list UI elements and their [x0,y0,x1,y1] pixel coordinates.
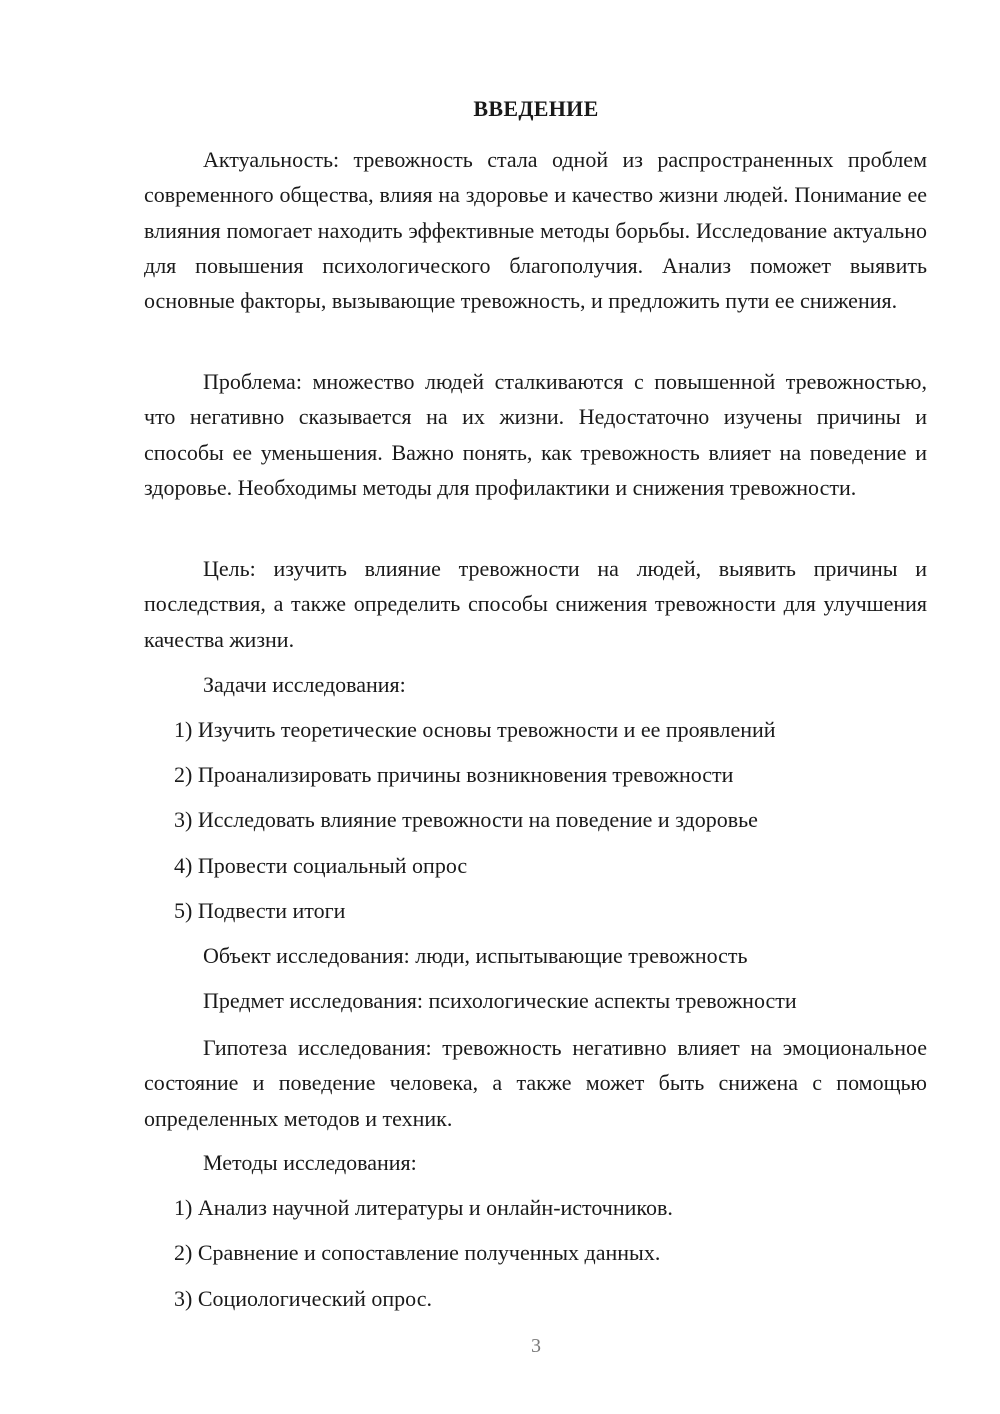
method-item: 2) Сравнение и сопоставление полученных данных. [174,1240,661,1265]
method-item: 1) Анализ научной литературы и онлайн-источников. [174,1195,673,1220]
relevance-paragraph: Актуальность: тревожность стала одной из распространенных проблем современного общества, влияя на здоровье и качество жизни людей. Понимание ее влияния помогает находить эффективные методы борьбы. Исследование актуально для повышения психологического благополучия. Анализ поможет выявить основные факторы, вызывающие тревожность, и предложить пути ее снижения. [144,147,927,314]
task-item: 3) Исследовать влияние тревожности на поведение и здоровье [174,807,758,832]
page-title: ВВЕДЕНИЕ [473,96,599,121]
page-number: 3 [531,1335,541,1357]
task-item: 5) Подвести итоги [174,898,346,923]
method-item: 3) Социологический опрос. [174,1286,432,1311]
tasks-heading: Задачи исследования: [203,672,406,697]
task-item: 4) Провести социальный опрос [174,853,468,878]
object-line: Объект исследования: люди, испытывающие тревожность [203,943,748,968]
task-item: 1) Изучить теоретические основы тревожности и ее проявлений [174,717,776,742]
goal-paragraph: Цель: изучить влияние тревожности на людей, выявить причины и последствия, а также определить способы снижения тревожности для улучшения качества жизни. [144,556,927,652]
methods-heading: Методы исследования: [203,1150,417,1175]
problem-paragraph: Проблема: множество людей сталкиваются с повышенной тревожностью, что негативно сказывается на их жизни. Недостаточно изучены причины и способы ее уменьшения. Важно понять, как тревожность влияет на поведение и здоровье. Необходимы методы для профилактики и снижения тревожности. [144,369,927,500]
subject-line: Предмет исследования: психологические аспекты тревожности [203,988,797,1013]
task-item: 2) Проанализировать причины возникновения тревожности [174,762,734,787]
hypothesis-paragraph: Гипотеза исследования: тревожность негативно влияет на эмоциональное состояние и поведение человека, а также может быть снижена с помощью определенных методов и техник. [144,1035,927,1131]
